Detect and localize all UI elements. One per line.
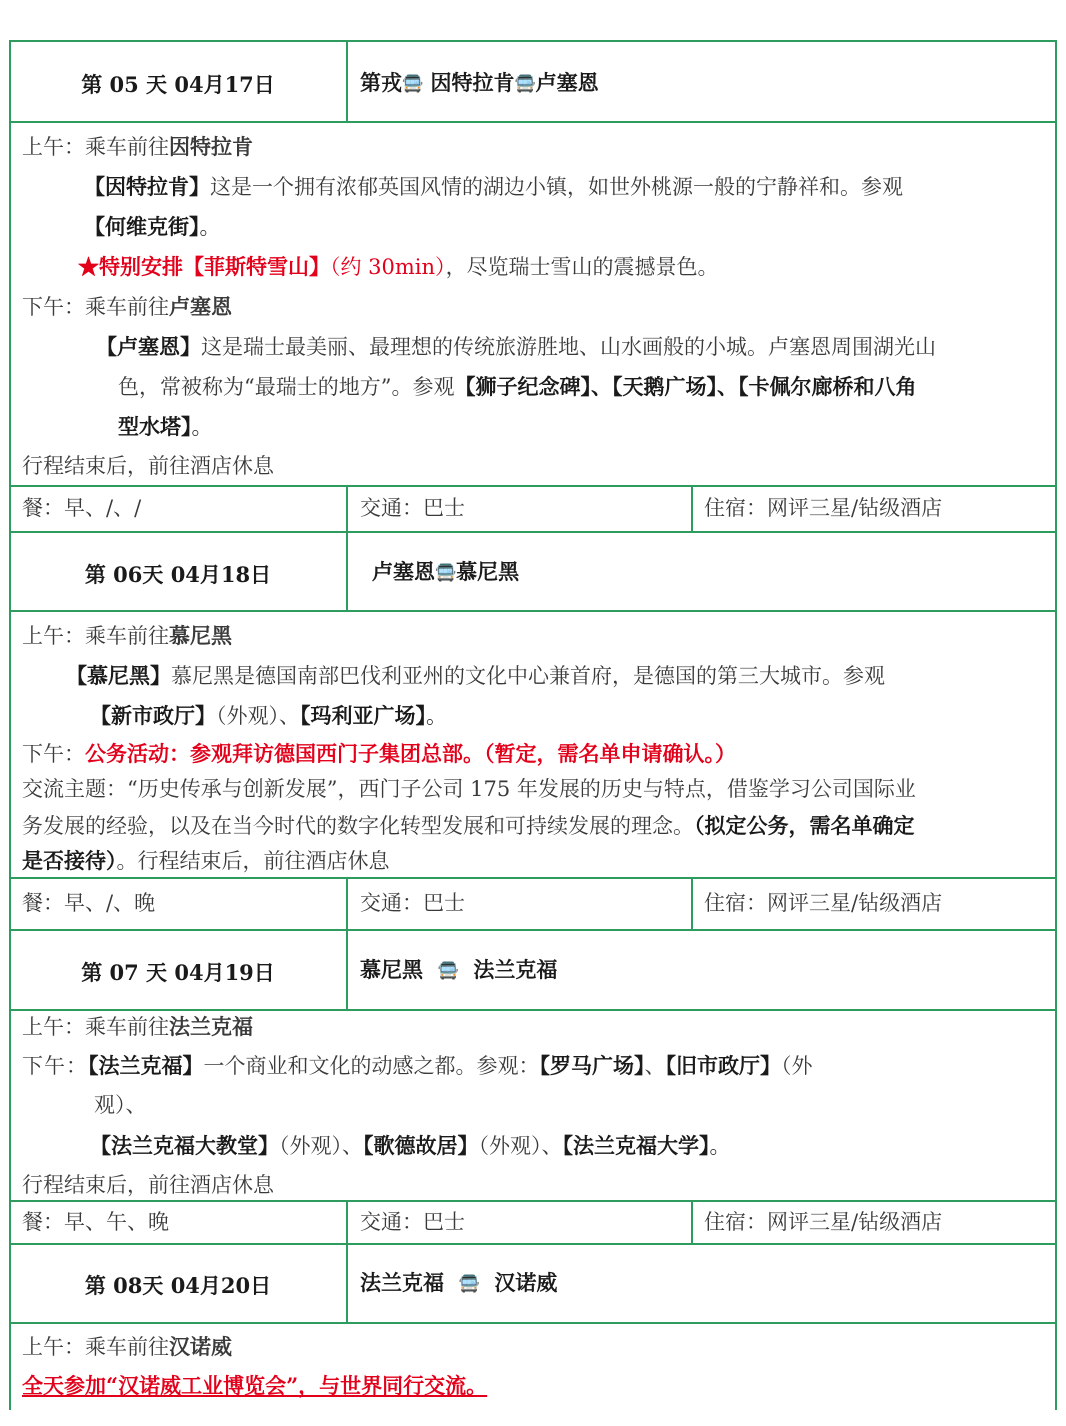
afternoon-line <box>22 294 232 320</box>
morning-label: 上午：乘车前往 <box>22 1015 169 1039</box>
row-divider <box>10 1200 1056 1202</box>
morning-label: 上午：乘车前往 <box>22 135 169 159</box>
attraction-tag: 【旧市政厅】 <box>665 1053 781 1078</box>
afternoon-label: 下午： <box>22 1054 88 1078</box>
row-divider <box>10 929 1056 931</box>
row-divider <box>10 610 1056 612</box>
attraction-tag: 【慕尼黑】 <box>66 663 171 688</box>
closing-line: 。行程结束后，前往酒店休息 <box>116 849 390 873</box>
exchange-topic-line: 交流主题：“历史传承与创新发展”，西门子公司 175 年发展的历史与特点，借鉴学习公司国际业 <box>22 777 916 801</box>
day-header-route <box>372 559 519 584</box>
attraction-tag: 【何维克街】 <box>84 214 200 239</box>
bus-icon: 🚍 <box>514 74 536 94</box>
attraction-paragraph <box>90 1133 731 1159</box>
route-stop: 汉诺威 <box>494 1270 558 1295</box>
meals-cell: 餐：早、午、晚 <box>22 1210 169 1234</box>
closing-line: 行程结束后，前往酒店休息 <box>22 454 274 478</box>
afternoon-label: 下午： <box>22 742 85 766</box>
route-stop: 慕尼黑 <box>360 957 423 982</box>
attraction-paragraph <box>84 174 903 200</box>
punctuation: 。 <box>426 704 447 728</box>
attraction-tags: 【狮子纪念碑】、【天鹅广场】、【卡佩尔廊桥和八角 <box>454 374 917 399</box>
col-divider <box>691 1201 693 1243</box>
attraction-tag: 【法兰克福】 <box>88 1053 204 1078</box>
exchange-topic-line <box>22 813 915 839</box>
attraction-paragraph-cont <box>118 414 213 440</box>
attraction-tag: 【卢塞恩】 <box>96 334 201 359</box>
closing-line: 行程结束后，前往酒店休息 <box>22 1173 274 1197</box>
attraction-text: 这是一个拥有浓郁英国风情的湖边小镇，如世外桃源一般的宁静祥和。参观 <box>210 175 903 199</box>
morning-destination: 法兰克福 <box>169 1014 253 1039</box>
morning-line <box>22 1014 253 1040</box>
punctuation: 。 <box>191 415 213 439</box>
morning-label: 上午：乘车前往 <box>22 624 169 648</box>
route-stop: 卢塞恩 <box>535 70 599 95</box>
morning-label: 上午：乘车前往 <box>22 1335 169 1359</box>
col-divider <box>691 486 693 531</box>
bus-icon: 🚍 <box>402 74 424 94</box>
attraction-tag: 【罗马广场】 <box>539 1053 645 1078</box>
attraction-paragraph-cont <box>84 214 221 240</box>
afternoon-line <box>22 741 736 767</box>
day-header-route <box>360 957 557 982</box>
row-divider <box>10 531 1056 533</box>
day-header-date: 第 08天 04月20日 <box>84 1273 272 1298</box>
hotel-cell: 住宿：网评三星/钻级酒店 <box>704 496 943 520</box>
attraction-text: 色，常被称为“最瑞士的地方”。参观 <box>118 375 455 399</box>
row-divider <box>10 1322 1056 1324</box>
bus-icon: 🚍 <box>435 563 457 583</box>
special-arrangement <box>78 254 719 280</box>
transport-cell: 交通：巴士 <box>360 496 465 520</box>
attraction-paragraph-cont <box>90 703 447 729</box>
col-divider <box>691 878 693 929</box>
row-divider <box>10 1243 1056 1245</box>
attraction-tag: 【玛利亚广场】 <box>300 703 426 728</box>
attraction-text: 一个商业和文化的动感之都。参观： <box>203 1054 540 1078</box>
morning-destination: 因特拉肯 <box>169 134 253 159</box>
transport-cell: 交通：巴士 <box>360 891 465 915</box>
route-stop: 慕尼黑 <box>456 559 520 584</box>
afternoon-line <box>22 1053 813 1079</box>
exchange-text: 务发展的经验，以及在当今时代的数字化转型发展和可持续发展的理念。 <box>22 814 694 838</box>
col-divider <box>346 41 348 121</box>
row-divider <box>10 1009 1056 1011</box>
route-stop: 因特拉肯 <box>430 70 515 95</box>
hotel-cell: 住宿：网评三星/钻级酒店 <box>704 1210 943 1234</box>
attraction-tag: 【新市政厅】 <box>90 703 216 728</box>
afternoon-label: 下午：乘车前往 <box>22 295 169 319</box>
separator: 、 <box>644 1054 666 1078</box>
meals-cell: 餐：早、/、/ <box>22 496 142 520</box>
fullday-event: 全天参加“汉诺威工业博览会”，与世界同行交流。 <box>22 1373 488 1398</box>
col-divider <box>346 486 348 611</box>
afternoon-destination: 卢塞恩 <box>169 294 232 319</box>
attraction-paragraph <box>66 663 885 689</box>
attraction-tag: 【歌德故居】 <box>363 1133 479 1158</box>
bus-icon: 🚍 <box>458 1274 480 1294</box>
morning-line <box>22 1334 232 1360</box>
attraction-text: （外 <box>781 1054 813 1078</box>
attraction-tag: 【法兰克福大学】 <box>562 1133 710 1158</box>
attraction-text: 这是瑞士最美丽、最理想的传统旅游胜地、山水画般的小城。卢塞恩周围湖光山 <box>201 335 936 359</box>
row-divider <box>10 121 1056 123</box>
morning-destination: 慕尼黑 <box>169 623 232 648</box>
attraction-paragraph <box>96 334 936 360</box>
row-divider <box>10 877 1056 879</box>
afternoon-line-cont: 观）、 <box>94 1093 147 1117</box>
col-divider <box>346 1201 348 1322</box>
exchange-topic-line <box>22 848 390 874</box>
meals-cell: 餐：早、/、晚 <box>22 891 156 915</box>
attraction-tag: 【法兰克福大教堂】 <box>90 1133 279 1158</box>
punctuation: 。 <box>199 215 221 239</box>
morning-line <box>22 134 253 160</box>
route-stop: 法兰克福 <box>360 1270 444 1295</box>
morning-destination: 汉诺威 <box>169 1334 232 1359</box>
exchange-note: 是否接待） <box>22 848 117 873</box>
punctuation: 。 <box>709 1134 731 1158</box>
route-stop: 第戎 <box>360 70 402 95</box>
transport-cell: 交通：巴士 <box>360 1210 465 1234</box>
special-text: ，尽览瑞士雪山的震撼景色。 <box>445 255 719 279</box>
special-tag: 【菲斯特雪山】 <box>183 254 330 279</box>
attraction-tag: 【因特拉肯】 <box>84 174 210 199</box>
attraction-text: （外观）、 <box>216 704 300 728</box>
attraction-text: （外观）、 <box>279 1134 363 1158</box>
official-activity: 公务活动：参观拜访德国西门子集团总部。（暂定，需名单申请确认。） <box>85 741 736 766</box>
day-header-route <box>360 70 599 95</box>
attraction-text: 慕尼黑是德国南部巴伐利亚州的文化中心兼首府，是德国的第三大城市。参观 <box>171 664 885 688</box>
special-label: ★特别安排 <box>78 254 183 279</box>
attraction-tag: 型水塔】 <box>118 414 192 439</box>
day-header-date: 第 06天 04月18日 <box>84 562 272 587</box>
attraction-paragraph-cont <box>118 374 916 400</box>
attraction-text: （外观）、 <box>478 1134 563 1158</box>
exchange-note: （拟定公务，需名单确定 <box>694 813 915 838</box>
hotel-cell: 住宿：网评三星/钻级酒店 <box>704 891 943 915</box>
day-header-date: 第 05 天 04月17日 <box>81 72 275 97</box>
route-stop: 法兰克福 <box>473 957 558 982</box>
day-header-date: 第 07 天 04月19日 <box>81 960 275 985</box>
row-divider <box>10 485 1056 487</box>
route-stop: 卢塞恩 <box>372 559 435 584</box>
morning-line <box>22 623 232 649</box>
bus-icon: 🚍 <box>437 961 459 981</box>
special-note: （约 30min） <box>330 255 446 279</box>
col-divider <box>346 878 348 1010</box>
day-header-route <box>360 1270 557 1295</box>
